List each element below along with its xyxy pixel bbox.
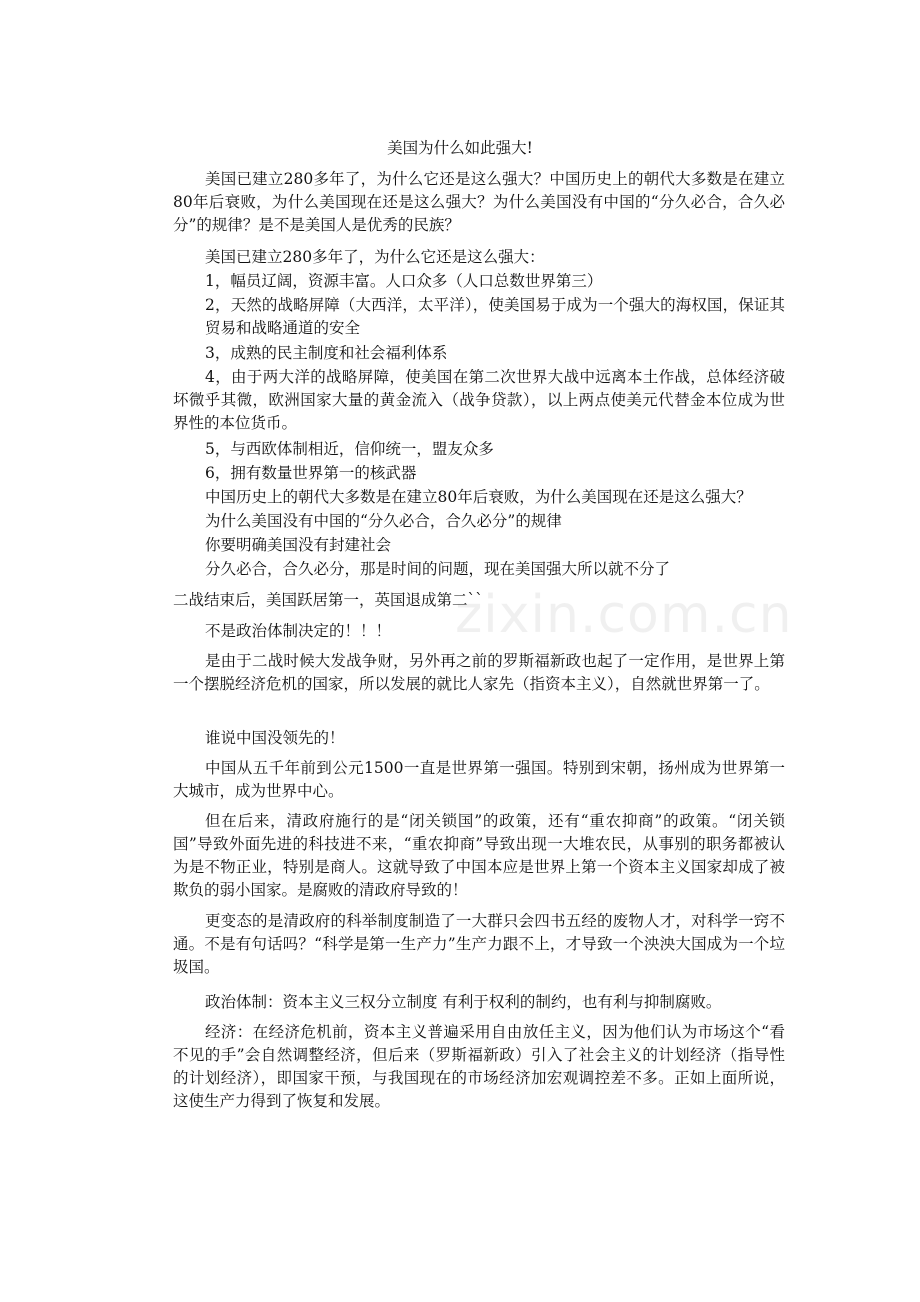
note-line: 你要明确美国没有封建社会 bbox=[205, 536, 392, 554]
point-item: 2，天然的战略屏障（大西洋，太平洋），使美国易于成为一个强大的海权国，保证其贸易和战略通道的安全 bbox=[205, 296, 785, 337]
note-line: 不是政治体制决定的！！！ bbox=[205, 622, 392, 640]
body-paragraph: 但在后来，清政府施行的是“闭关锁国”的政策，还有“重农抑商”的政策。“闭关锁国”导致外面先进的科技进不来，“重农抑商”导致出现一大堆农民，从事别的职务都被认为是不物正业，特别是商人。这就导致了中国本应是世界上第一个资本主义国家却成了被欺负的弱小国家。是腐败的清政府导致的！ bbox=[173, 812, 785, 899]
note-line: 二战结束后，美国跃居第一，英国退成第二`` bbox=[173, 591, 484, 609]
intro-paragraph: 美国已建立280多年了，为什么它还是这么强大？中国历史上的朝代大多数是在建立80年后衰败，为什么美国现在还是这么强大？为什么美国没有中国的“分久必合，合久必分”的规律？是不是美国人是优秀的民族？ bbox=[173, 170, 785, 234]
body-paragraph: 政治体制：资本主义三权分立制度 有利于权利的制约，也有利与抑制腐败。 bbox=[205, 993, 722, 1011]
body-paragraph: 是由于二战时候大发战争财，另外再之前的罗斯福新政也起了一定作用，是世界上第一个摆脱经济危机的国家，所以发展的就比人家先（指资本主义），自然就世界第一了。 bbox=[173, 652, 785, 693]
point-item: 4，由于两大洋的战略屏障，使美国在第二次世界大战中远离本土作战，总体经济破坏微乎其微，欧洲国家大量的黄金流入（战争贷款），以上两点使美元代替金本位成为世界性的本位货币。 bbox=[173, 368, 785, 432]
question-line: 中国历史上的朝代大多数是在建立80年后衰败，为什么美国现在还是这么强大？ bbox=[205, 488, 752, 506]
point-item: 6，拥有数量世界第一的核武器 bbox=[205, 464, 417, 482]
point-item: 3，成熟的民主制度和社会福利体系 bbox=[205, 344, 448, 362]
body-paragraph: 更变态的是清政府的科举制度制造了一大群只会四书五经的废物人才，对科学一窍不通。不是有句话吗？“科学是第一生产力”生产力跟不上，才导致一个泱泱大国成为一个垃圾国。 bbox=[173, 912, 785, 976]
note-line: 谁说中国没领先的！ bbox=[205, 729, 345, 747]
page-title: 美国为什么如此强大! bbox=[387, 139, 533, 157]
answer-header: 美国已建立280多年了，为什么它还是这么强大： bbox=[205, 248, 545, 266]
body-paragraph: 中国从五千年前到公元1500一直是世界第一强国。特别到宋朝，扬州成为世界第一大城市，成为世界中心。 bbox=[173, 759, 785, 800]
question-line: 为什么美国没有中国的“分久必合，合久必分”的规律 bbox=[205, 512, 562, 530]
watermark: zixin.com.cn bbox=[455, 585, 793, 645]
point-item: 5，与西欧体制相近，信仰统一，盟友众多 bbox=[205, 440, 494, 458]
point-item: 1，幅员辽阔，资源丰富。人口众多（人口总数世界第三） bbox=[205, 272, 603, 290]
body-paragraph: 经济：在经济危机前，资本主义普遍采用自由放任主义，因为他们认为市场这个“看不见的手”会自然调整经济，但后来（罗斯福新政）引入了社会主义的计划经济（指导性的计划经济），即国家干预，与我国现在的市场经济加宏观调控差不多。正如上面所说，这使生产力得到了恢复和发展。 bbox=[173, 1023, 785, 1110]
note-line: 分久必合，合久必分，那是时间的问题，现在美国强大所以就不分了 bbox=[205, 560, 671, 578]
